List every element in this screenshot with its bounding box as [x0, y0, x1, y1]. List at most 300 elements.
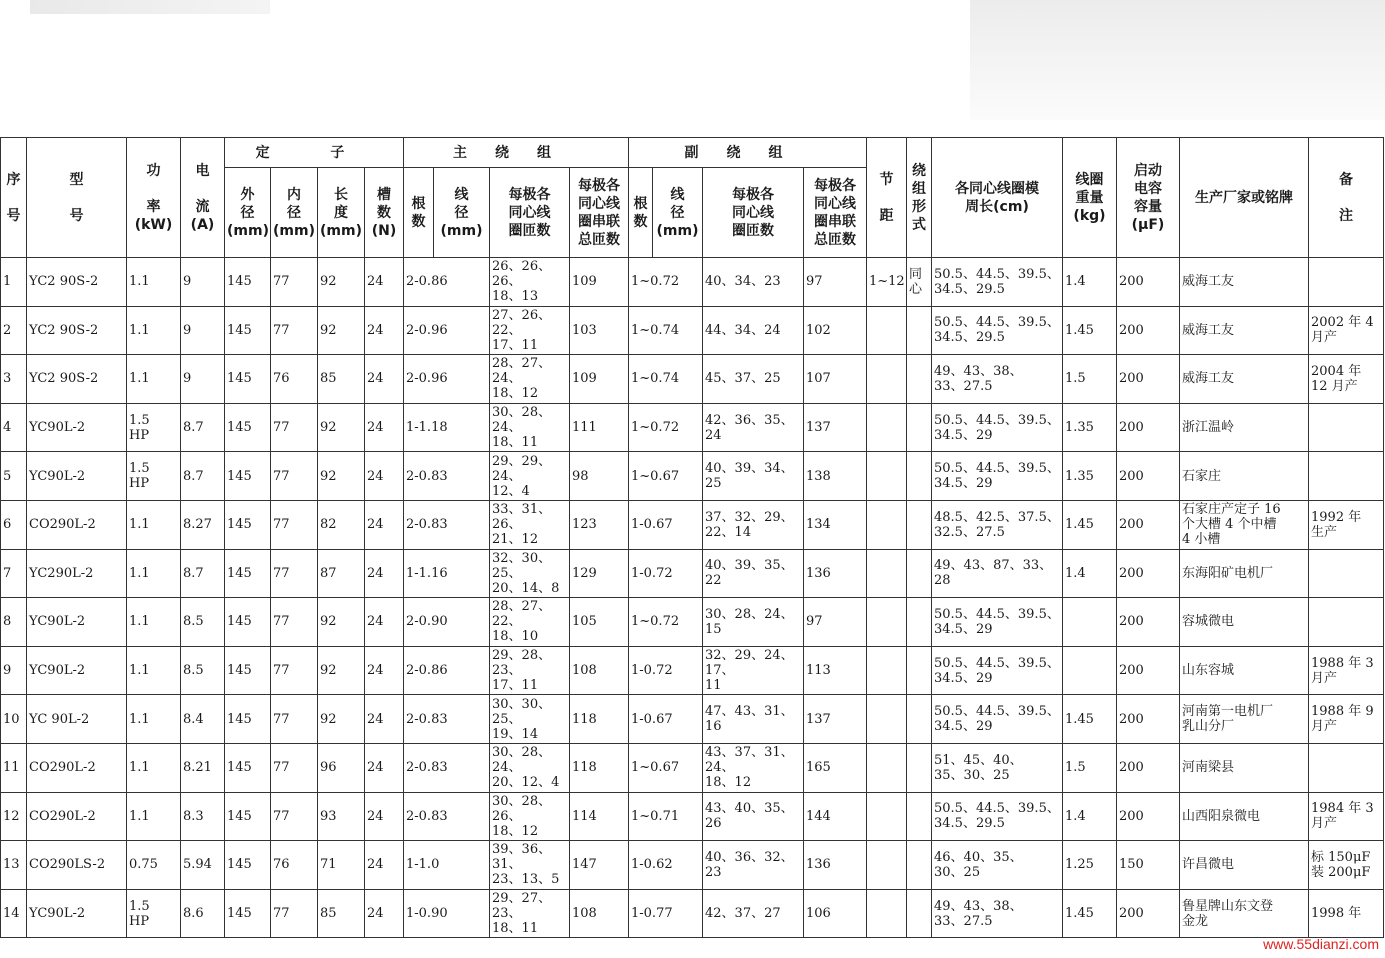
cell-winding-form: [907, 743, 932, 792]
cell-aux-total: 165: [804, 743, 867, 792]
cell-main-dia: 2-0.83: [404, 695, 490, 744]
cell-main-total: 111: [570, 403, 629, 452]
cell-aux-dia: 1~0.67: [629, 743, 703, 792]
cell-weight: 1.4: [1063, 258, 1117, 307]
cell-main-turns: 29、27、23、 18、11: [490, 889, 570, 938]
cell-aux-turns: 47、43、31、16: [703, 695, 804, 744]
cell-current: 8.6: [181, 889, 225, 938]
cell-main-total: 123: [570, 500, 629, 549]
cell-stator-len: 87: [318, 549, 365, 598]
col-main-turns: 每极各 同心线 圈匝数: [490, 168, 570, 258]
cell-stator-od: 145: [225, 598, 271, 647]
cell-perimeter: 50.5、44.5、39.5、 34.5、29.5: [932, 306, 1063, 355]
cell-pitch: [867, 743, 907, 792]
cell-no: 2: [1, 306, 27, 355]
cell-power: 1.1: [127, 743, 181, 792]
cell-capacitor: 200: [1117, 646, 1180, 695]
table-row: [1, 792, 1384, 841]
cell-winding-form: 同 心: [907, 258, 932, 307]
group-main-winding: 主绕组: [404, 138, 629, 168]
cell-main-dia: 2-0.83: [404, 792, 490, 841]
cell-model: YC290L-2: [27, 549, 127, 598]
cell-power: 1.1: [127, 549, 181, 598]
cell-slots: 24: [365, 841, 404, 890]
cell-aux-dia: 1~0.72: [629, 403, 703, 452]
cell-weight: [1063, 646, 1117, 695]
cell-stator-od: 145: [225, 355, 271, 404]
cell-capacitor: 200: [1117, 598, 1180, 647]
cell-perimeter: 51、45、40、 35、30、25: [932, 743, 1063, 792]
col-perimeter: 各同心线圈模 周长(cm): [932, 138, 1063, 258]
cell-pitch: [867, 792, 907, 841]
cell-stator-id: 76: [271, 841, 318, 890]
cell-stator-id: 77: [271, 306, 318, 355]
table-body: [1, 258, 1384, 938]
cell-main-turns: 30、28、24、 20、12、4: [490, 743, 570, 792]
cell-aux-total: 97: [804, 258, 867, 307]
cell-stator-od: 145: [225, 500, 271, 549]
cell-stator-id: 77: [271, 258, 318, 307]
cell-power: 1.1: [127, 646, 181, 695]
cell-stator-id: 77: [271, 743, 318, 792]
cell-pitch: [867, 646, 907, 695]
cell-power: 1.1: [127, 695, 181, 744]
cell-main-total: 109: [570, 355, 629, 404]
cell-stator-len: 85: [318, 355, 365, 404]
cell-stator-od: 145: [225, 841, 271, 890]
col-maker: 生产厂家或铭牌: [1180, 138, 1309, 258]
cell-stator-od: 145: [225, 306, 271, 355]
cell-main-turns: 30、30、25、 19、14: [490, 695, 570, 744]
cell-perimeter: 50.5、44.5、39.5、 34.5、29: [932, 452, 1063, 501]
group-aux-winding: 副绕组: [629, 138, 867, 168]
cell-model: CO290L-2: [27, 500, 127, 549]
cell-remark: [1309, 743, 1384, 792]
cell-current: 9: [181, 306, 225, 355]
col-no: 序 号: [1, 138, 27, 258]
cell-stator-id: 77: [271, 889, 318, 938]
cell-slots: 24: [365, 549, 404, 598]
cell-stator-len: 92: [318, 306, 365, 355]
cell-aux-dia: 1~0.74: [629, 306, 703, 355]
table-row: [1, 258, 1384, 307]
col-capacitor: 启动 电容 容量 (μF): [1117, 138, 1180, 258]
cell-aux-total: 138: [804, 452, 867, 501]
cell-winding-form: [907, 403, 932, 452]
cell-aux-turns: 32、29、24、17、 11: [703, 646, 804, 695]
table-row: [1, 743, 1384, 792]
cell-main-turns: 39、36、31、 23、13、5: [490, 841, 570, 890]
cell-aux-total: 102: [804, 306, 867, 355]
table-row: [1, 500, 1384, 549]
cell-no: 10: [1, 695, 27, 744]
cell-main-turns: 26、26、26、 18、13: [490, 258, 570, 307]
cell-aux-dia: 1-0.67: [629, 695, 703, 744]
cell-weight: 1.35: [1063, 452, 1117, 501]
cell-stator-len: 92: [318, 258, 365, 307]
cell-stator-id: 77: [271, 403, 318, 452]
cell-stator-len: 96: [318, 743, 365, 792]
cell-aux-total: 137: [804, 695, 867, 744]
cell-model: YC2 90S-2: [27, 355, 127, 404]
cell-main-turns: 30、28、24、 18、11: [490, 403, 570, 452]
cell-maker: 浙江温岭: [1180, 403, 1309, 452]
cell-stator-len: 71: [318, 841, 365, 890]
cell-winding-form: [907, 452, 932, 501]
cell-current: 8.4: [181, 695, 225, 744]
cell-perimeter: 49、43、87、33、28: [932, 549, 1063, 598]
cell-main-total: 98: [570, 452, 629, 501]
cell-slots: 24: [365, 258, 404, 307]
cell-aux-turns: 45、37、25: [703, 355, 804, 404]
cell-no: 11: [1, 743, 27, 792]
cell-no: 4: [1, 403, 27, 452]
cell-power: 1.5 HP: [127, 452, 181, 501]
motor-winding-table: [0, 137, 1384, 938]
cell-weight: 1.45: [1063, 889, 1117, 938]
cell-winding-form: [907, 889, 932, 938]
col-aux-turns: 每极各 同心线 圈匝数: [703, 168, 804, 258]
col-power: 功 率 (kW): [127, 138, 181, 258]
cell-main-total: 114: [570, 792, 629, 841]
cell-main-turns: 27、26、22、 17、11: [490, 306, 570, 355]
col-main-strands: 根 数: [404, 168, 434, 258]
cell-remark: 标 150μF 装 200μF: [1309, 841, 1384, 890]
cell-aux-turns: 37、32、29、 22、14: [703, 500, 804, 549]
cell-maker: 威海工友: [1180, 355, 1309, 404]
cell-pitch: [867, 500, 907, 549]
cell-perimeter: 50.5、44.5、39.5、 34.5、29.5: [932, 258, 1063, 307]
cell-slots: 24: [365, 452, 404, 501]
cell-maker: 山西阳泉微电: [1180, 792, 1309, 841]
cell-capacitor: 150: [1117, 841, 1180, 890]
cell-perimeter: 48.5、42.5、37.5、 32.5、27.5: [932, 500, 1063, 549]
cell-winding-form: [907, 792, 932, 841]
cell-remark: [1309, 452, 1384, 501]
cell-stator-len: 92: [318, 695, 365, 744]
cell-stator-od: 145: [225, 403, 271, 452]
cell-slots: 24: [365, 792, 404, 841]
col-stator-len: 长 度 (mm): [318, 168, 365, 258]
cell-weight: 1.35: [1063, 403, 1117, 452]
cell-current: 8.7: [181, 549, 225, 598]
cell-aux-dia: 1-0.67: [629, 500, 703, 549]
cell-model: YC90L-2: [27, 403, 127, 452]
cell-power: 0.75: [127, 841, 181, 890]
cell-pitch: 1~12: [867, 258, 907, 307]
cell-main-turns: 28、27、22、 18、10: [490, 598, 570, 647]
cell-perimeter: 49、43、38、 33、27.5: [932, 355, 1063, 404]
cell-slots: 24: [365, 306, 404, 355]
col-aux-total: 每极各 同心线 圈串联 总匝数: [804, 168, 867, 258]
cell-maker: 威海工友: [1180, 306, 1309, 355]
cell-slots: 24: [365, 743, 404, 792]
cell-no: 1: [1, 258, 27, 307]
cell-capacitor: 200: [1117, 889, 1180, 938]
cell-stator-len: 92: [318, 646, 365, 695]
cell-main-turns: 30、28、26、 18、12: [490, 792, 570, 841]
cell-stator-len: 92: [318, 403, 365, 452]
col-slots: 槽 数 (N): [365, 168, 404, 258]
cell-maker: 石家庄产定子 16 个大槽 4 个中槽 4 小槽: [1180, 500, 1309, 549]
col-stator-id: 内 径 (mm): [271, 168, 318, 258]
cell-winding-form: [907, 598, 932, 647]
cell-main-total: 103: [570, 306, 629, 355]
cell-main-total: 108: [570, 646, 629, 695]
cell-power: 1.1: [127, 306, 181, 355]
cell-aux-turns: 43、40、35、26: [703, 792, 804, 841]
cell-slots: 24: [365, 695, 404, 744]
cell-maker: 东海阳矿电机厂: [1180, 549, 1309, 598]
cell-stator-id: 77: [271, 646, 318, 695]
table-row: [1, 452, 1384, 501]
cell-current: 8.21: [181, 743, 225, 792]
cell-maker: 容城微电: [1180, 598, 1309, 647]
cell-slots: 24: [365, 403, 404, 452]
cell-stator-od: 145: [225, 792, 271, 841]
col-remark: 备 注: [1309, 138, 1384, 258]
col-stator-od: 外 径 (mm): [225, 168, 271, 258]
cell-aux-dia: 1-0.77: [629, 889, 703, 938]
cell-power: 1.1: [127, 258, 181, 307]
cell-remark: 1988 年 9 月产: [1309, 695, 1384, 744]
cell-aux-total: 137: [804, 403, 867, 452]
cell-no: 3: [1, 355, 27, 404]
cell-maker: 河南第一电机厂 乳山分厂: [1180, 695, 1309, 744]
cell-capacitor: 200: [1117, 452, 1180, 501]
cell-main-total: 147: [570, 841, 629, 890]
cell-no: 14: [1, 889, 27, 938]
cell-aux-total: 134: [804, 500, 867, 549]
col-model: 型 号: [27, 138, 127, 258]
cell-aux-dia: 1~0.72: [629, 598, 703, 647]
cell-remark: 1992 年 生产: [1309, 500, 1384, 549]
cell-remark: [1309, 403, 1384, 452]
cell-capacitor: 200: [1117, 549, 1180, 598]
cell-aux-total: 136: [804, 841, 867, 890]
cell-no: 12: [1, 792, 27, 841]
cell-main-total: 108: [570, 889, 629, 938]
table-row: [1, 306, 1384, 355]
cell-main-turns: 33、31、26、 21、12: [490, 500, 570, 549]
cell-weight: 1.4: [1063, 549, 1117, 598]
cell-main-turns: 32、30、25、 20、14、8: [490, 549, 570, 598]
cell-aux-dia: 1~0.67: [629, 452, 703, 501]
cell-aux-dia: 1-0.62: [629, 841, 703, 890]
cell-weight: 1.5: [1063, 743, 1117, 792]
col-weight: 线圈 重量 (kg): [1063, 138, 1117, 258]
cell-winding-form: [907, 306, 932, 355]
cell-pitch: [867, 598, 907, 647]
cell-maker: 威海工友: [1180, 258, 1309, 307]
watermark: www.55dianzi.com: [1263, 936, 1379, 952]
cell-main-total: 129: [570, 549, 629, 598]
cell-stator-od: 145: [225, 549, 271, 598]
cell-model: YC90L-2: [27, 452, 127, 501]
cell-main-total: 105: [570, 598, 629, 647]
cell-stator-id: 77: [271, 598, 318, 647]
cell-perimeter: 50.5、44.5、39.5、 34.5、29: [932, 403, 1063, 452]
cell-current: 8.7: [181, 403, 225, 452]
cell-main-turns: 29、29、24、 12、4: [490, 452, 570, 501]
cell-main-dia: 1-1.0: [404, 841, 490, 890]
cell-remark: 1998 年: [1309, 889, 1384, 938]
cell-capacitor: 200: [1117, 743, 1180, 792]
cell-capacitor: 200: [1117, 500, 1180, 549]
cell-main-dia: 1-0.90: [404, 889, 490, 938]
table-row: [1, 646, 1384, 695]
cell-model: YC90L-2: [27, 646, 127, 695]
cell-no: 8: [1, 598, 27, 647]
cell-remark: 1984 年 3 月产: [1309, 792, 1384, 841]
cell-model: YC2 90S-2: [27, 306, 127, 355]
cell-main-dia: 2-0.86: [404, 258, 490, 307]
cell-remark: [1309, 258, 1384, 307]
cell-winding-form: [907, 841, 932, 890]
cell-slots: 24: [365, 646, 404, 695]
group-stator: 定 子: [225, 138, 404, 168]
cell-maker: 许昌微电: [1180, 841, 1309, 890]
cell-maker: 鲁星牌山东文登 金龙: [1180, 889, 1309, 938]
cell-stator-id: 77: [271, 549, 318, 598]
cell-weight: 1.5: [1063, 355, 1117, 404]
cell-perimeter: 46、40、35、 30、25: [932, 841, 1063, 890]
cell-main-dia: 2-0.83: [404, 743, 490, 792]
cell-power: 1.1: [127, 792, 181, 841]
cell-power: 1.5 HP: [127, 403, 181, 452]
cell-perimeter: 50.5、44.5、39.5、 34.5、29: [932, 646, 1063, 695]
cell-capacitor: 200: [1117, 792, 1180, 841]
cell-pitch: [867, 695, 907, 744]
cell-model: CO290LS-2: [27, 841, 127, 890]
cell-aux-dia: 1-0.72: [629, 646, 703, 695]
cell-current: 8.27: [181, 500, 225, 549]
cell-main-total: 109: [570, 258, 629, 307]
cell-stator-od: 145: [225, 258, 271, 307]
cell-slots: 24: [365, 500, 404, 549]
cell-weight: 1.45: [1063, 695, 1117, 744]
cell-remark: 2002 年 4 月产: [1309, 306, 1384, 355]
col-aux-dia: 线 径 (mm): [653, 168, 703, 258]
cell-model: CO290L-2: [27, 743, 127, 792]
cell-main-dia: 1-1.18: [404, 403, 490, 452]
cell-main-dia: 2-0.83: [404, 452, 490, 501]
cell-power: 1.5 HP: [127, 889, 181, 938]
cell-main-dia: 2-0.86: [404, 646, 490, 695]
cell-main-dia: 2-0.96: [404, 306, 490, 355]
cell-capacitor: 200: [1117, 695, 1180, 744]
cell-pitch: [867, 549, 907, 598]
cell-aux-dia: 1~0.72: [629, 258, 703, 307]
cell-main-turns: 28、27、24、 18、12: [490, 355, 570, 404]
cell-aux-turns: 43、37、31、24、 18、12: [703, 743, 804, 792]
cell-weight: 1.45: [1063, 306, 1117, 355]
cell-weight: 1.45: [1063, 500, 1117, 549]
cell-pitch: [867, 452, 907, 501]
cell-winding-form: [907, 695, 932, 744]
cell-stator-od: 145: [225, 646, 271, 695]
cell-stator-id: 77: [271, 695, 318, 744]
cell-stator-len: 92: [318, 452, 365, 501]
cell-aux-dia: 1~0.74: [629, 355, 703, 404]
table-row: [1, 889, 1384, 938]
table-row: [1, 598, 1384, 647]
cell-no: 5: [1, 452, 27, 501]
cell-remark: [1309, 598, 1384, 647]
col-main-total: 每极各 同心线 圈串联 总匝数: [570, 168, 629, 258]
cell-capacitor: 200: [1117, 258, 1180, 307]
cell-current: 9: [181, 258, 225, 307]
scan-artifact-top-right: [970, 0, 1385, 120]
cell-aux-dia: 1~0.71: [629, 792, 703, 841]
cell-perimeter: 50.5、44.5、39.5、 34.5、29: [932, 598, 1063, 647]
cell-aux-total: 97: [804, 598, 867, 647]
cell-stator-id: 77: [271, 500, 318, 549]
cell-aux-turns: 40、34、23: [703, 258, 804, 307]
col-winding-form: 绕 组 形 式: [907, 138, 932, 258]
cell-pitch: [867, 403, 907, 452]
cell-current: 5.94: [181, 841, 225, 890]
col-main-dia: 线 径 (mm): [434, 168, 490, 258]
cell-power: 1.1: [127, 355, 181, 404]
cell-slots: 24: [365, 889, 404, 938]
cell-maker: 河南梁县: [1180, 743, 1309, 792]
cell-pitch: [867, 889, 907, 938]
cell-no: 9: [1, 646, 27, 695]
table-row: [1, 695, 1384, 744]
cell-stator-od: 145: [225, 452, 271, 501]
cell-aux-turns: 40、36、32、23: [703, 841, 804, 890]
cell-capacitor: 200: [1117, 355, 1180, 404]
cell-winding-form: [907, 500, 932, 549]
cell-no: 6: [1, 500, 27, 549]
cell-weight: 1.25: [1063, 841, 1117, 890]
cell-aux-turns: 42、37、27: [703, 889, 804, 938]
cell-stator-id: 76: [271, 355, 318, 404]
cell-aux-turns: 40、39、34、25: [703, 452, 804, 501]
cell-remark: 2004 年 12 月产: [1309, 355, 1384, 404]
table-row: [1, 355, 1384, 404]
scan-artifact-top-left: [30, 0, 270, 14]
col-aux-strands: 根 数: [629, 168, 653, 258]
cell-weight: [1063, 598, 1117, 647]
cell-power: 1.1: [127, 500, 181, 549]
cell-slots: 24: [365, 355, 404, 404]
cell-maker: 山东容城: [1180, 646, 1309, 695]
cell-model: CO290L-2: [27, 792, 127, 841]
cell-aux-total: 144: [804, 792, 867, 841]
cell-stator-len: 85: [318, 889, 365, 938]
cell-main-dia: 1-1.16: [404, 549, 490, 598]
cell-aux-turns: 40、39、35、22: [703, 549, 804, 598]
cell-aux-total: 113: [804, 646, 867, 695]
cell-stator-len: 92: [318, 598, 365, 647]
cell-power: 1.1: [127, 598, 181, 647]
cell-main-total: 118: [570, 695, 629, 744]
cell-aux-total: 136: [804, 549, 867, 598]
cell-no: 7: [1, 549, 27, 598]
cell-model: YC 90L-2: [27, 695, 127, 744]
cell-pitch: [867, 306, 907, 355]
cell-remark: [1309, 549, 1384, 598]
cell-current: 8.3: [181, 792, 225, 841]
cell-remark: 1988 年 3 月产: [1309, 646, 1384, 695]
cell-stator-len: 82: [318, 500, 365, 549]
cell-aux-total: 106: [804, 889, 867, 938]
cell-pitch: [867, 841, 907, 890]
cell-current: 8.7: [181, 452, 225, 501]
cell-no: 13: [1, 841, 27, 890]
